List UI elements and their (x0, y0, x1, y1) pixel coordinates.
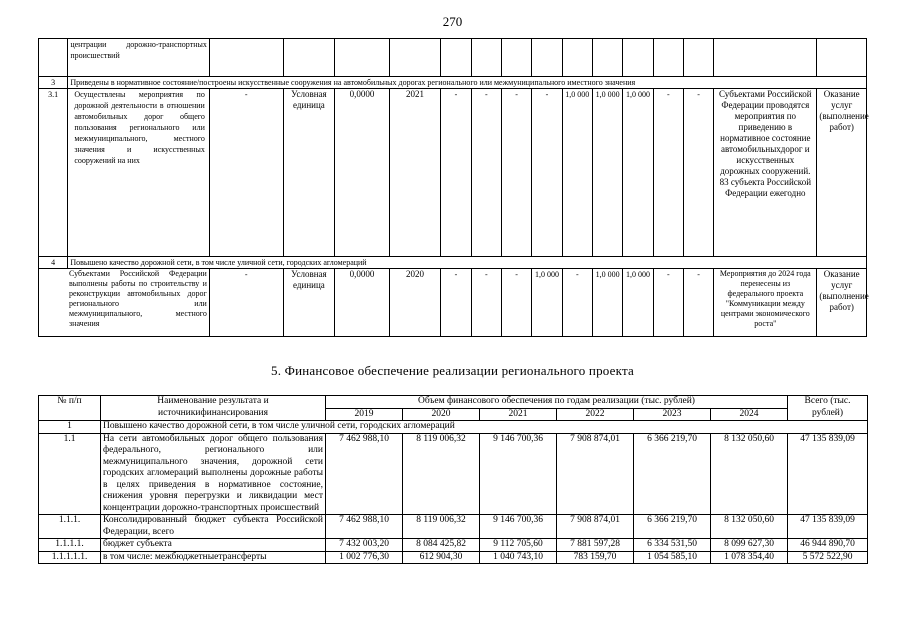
year-header: 2022 (557, 408, 634, 421)
year-header: 2019 (326, 408, 403, 421)
row-number: 3.1 (39, 89, 68, 257)
value-cell: 7 908 874,01 (557, 433, 634, 515)
header-volume: Объем финансового обеспечения по годам реализации (тыс. рублей) (326, 396, 788, 409)
unit-cell: Условная единица (283, 89, 335, 257)
value-cell: 7 462 988,10 (326, 515, 403, 539)
total-cell: 47 135 839,09 (788, 515, 868, 539)
cell: - (683, 269, 713, 337)
table-row (39, 257, 867, 269)
cell: 1,0 000 (623, 89, 653, 257)
value-cell: 8 119 006,32 (403, 515, 480, 539)
value-cell: 9 146 700,36 (480, 515, 557, 539)
header-num: № п/п (39, 396, 101, 421)
result-name: Осуществлены мероприятия по дорожной деятельности в отношении автомобильных дорог общего пользования регионального или межмуниципального, местного значения и искусственных сооружений на них (68, 89, 210, 257)
header-total: Всего (тыс. рублей) (788, 396, 868, 421)
value-cell: 7 462 988,10 (326, 433, 403, 515)
cell: - (209, 269, 283, 337)
year-header: 2021 (480, 408, 557, 421)
cell: - (471, 269, 501, 337)
row-name: Консолидированный бюджет субъекта Российской Федерации, всего (101, 515, 326, 539)
cell: 1,0 000 (623, 269, 653, 337)
value-cell: 1 054 585,10 (634, 551, 711, 564)
header-name: Наименование результата и источникифинансирования (101, 396, 326, 421)
cell: 1,0 000 (592, 269, 622, 337)
table-row (39, 89, 867, 257)
row-name: в том числе: межбюджетныетрансферты (101, 551, 326, 564)
result-name: Субъектами Российской Федерации выполнены работы по строительству и реконструкции автомобильных дорог регионального или межмуниципального, местного значения (39, 269, 210, 337)
table-row (39, 433, 868, 515)
year-header: 2020 (403, 408, 480, 421)
year-header: 2024 (711, 408, 788, 421)
value-cell: 7 908 874,01 (557, 515, 634, 539)
value-cell: 7 881 597,28 (557, 539, 634, 552)
cell: - (501, 269, 531, 337)
year-cell: 2020 (389, 269, 441, 337)
value-cell: 1 040 743,10 (480, 551, 557, 564)
value-cell: 1 002 776,30 (326, 551, 403, 564)
cell: - (501, 89, 531, 257)
results-table (38, 38, 867, 337)
base-value-cell: 0,0000 (335, 89, 390, 257)
value-cell: 8 132 050,60 (711, 433, 788, 515)
row-number: 1.1.1.1.1. (39, 551, 101, 564)
year-cell: 2021 (389, 89, 441, 257)
row-name: На сети автомобильных дорог общего пользования федерального, регионального или межмуниципального значения, дорожной сети городских агломераций выполнены дорожные работы в целях приведения в нормативное состояние, снижения уровня перегрузки и ликвидации мест концентрации дорожно-транспортных происшествий (101, 433, 326, 515)
cell: 1,0 000 (532, 269, 562, 337)
section-title: 5. Финансовое обеспечение реализации регионального проекта (271, 363, 634, 378)
type-cell: Оказание услуг (выполнение работ) (817, 89, 867, 257)
type-cell: Оказание услуг (выполнение работ) (817, 269, 867, 337)
base-value-cell: 0,0000 (335, 269, 390, 337)
value-cell: 6 334 531,50 (634, 539, 711, 552)
table-row (39, 269, 867, 337)
table-row (39, 551, 868, 564)
value-cell: 1 078 354,40 (711, 551, 788, 564)
cell: 1,0 000 (592, 89, 622, 257)
cell: - (562, 269, 592, 337)
row-number: 1.1 (39, 433, 101, 515)
unit-cell: Условная единица (283, 269, 335, 337)
cell: - (653, 89, 683, 257)
total-cell: 47 135 839,09 (788, 433, 868, 515)
value-cell: 612 904,30 (403, 551, 480, 564)
row-number: 1.1.1.1. (39, 539, 101, 552)
cell: - (441, 89, 471, 257)
cell: - (471, 89, 501, 257)
group-heading: Повышено качество дорожной сети, в том числе уличной сети, городских агломераций (101, 421, 868, 434)
table-row (39, 39, 867, 77)
row-name: бюджет субъекта (101, 539, 326, 552)
cell: - (653, 269, 683, 337)
value-cell: 8 084 425,82 (403, 539, 480, 552)
cell: 1,0 000 (562, 89, 592, 257)
row-number: 1.1.1. (39, 515, 101, 539)
table-row (39, 421, 868, 434)
value-cell: 6 366 219,70 (634, 515, 711, 539)
value-cell: 8 119 006,32 (403, 433, 480, 515)
total-cell: 5 572 522,90 (788, 551, 868, 564)
cell: - (532, 89, 562, 257)
row-number: 1 (39, 421, 101, 434)
group-heading: Приведены в нормативное состояние/построены искусственные сооружения на автомобильных дорогах регионального или межмуниципального иместного значения (68, 77, 867, 89)
header-row (39, 396, 868, 409)
cell: - (441, 269, 471, 337)
page-number: 270 (442, 14, 463, 29)
finance-table (38, 395, 868, 564)
comment-cell: Субъектами Российской Федерации проводятся мероприятия по приведению в нормативное состояние автомобильныхдорог и искусственных дорожных сооружений. 83 субъекта Российской Федерации ежегодно (714, 89, 817, 257)
top-fragment: центрации дорожно-транспортных происшествий (68, 39, 210, 77)
group-heading: Повышено качество дорожной сети, в том числе уличной сети, городских агломераций (68, 257, 867, 269)
year-header: 2023 (634, 408, 711, 421)
cell: - (683, 89, 713, 257)
comment-cell: Мероприятия до 2024 года перенесены из федерального проекта "Коммуникации между центрами экономического роста" (714, 269, 817, 337)
value-cell: 9 112 705,60 (480, 539, 557, 552)
row-number: 4 (39, 257, 68, 269)
value-cell: 8 132 050,60 (711, 515, 788, 539)
cell: - (209, 89, 283, 257)
value-cell: 6 366 219,70 (634, 433, 711, 515)
table-row (39, 539, 868, 552)
value-cell: 7 432 003,20 (326, 539, 403, 552)
total-cell: 46 944 890,70 (788, 539, 868, 552)
value-cell: 8 099 627,30 (711, 539, 788, 552)
value-cell: 783 159,70 (557, 551, 634, 564)
row-number: 3 (39, 77, 68, 89)
table-row (39, 77, 867, 89)
table-row (39, 515, 868, 539)
value-cell: 9 146 700,36 (480, 433, 557, 515)
